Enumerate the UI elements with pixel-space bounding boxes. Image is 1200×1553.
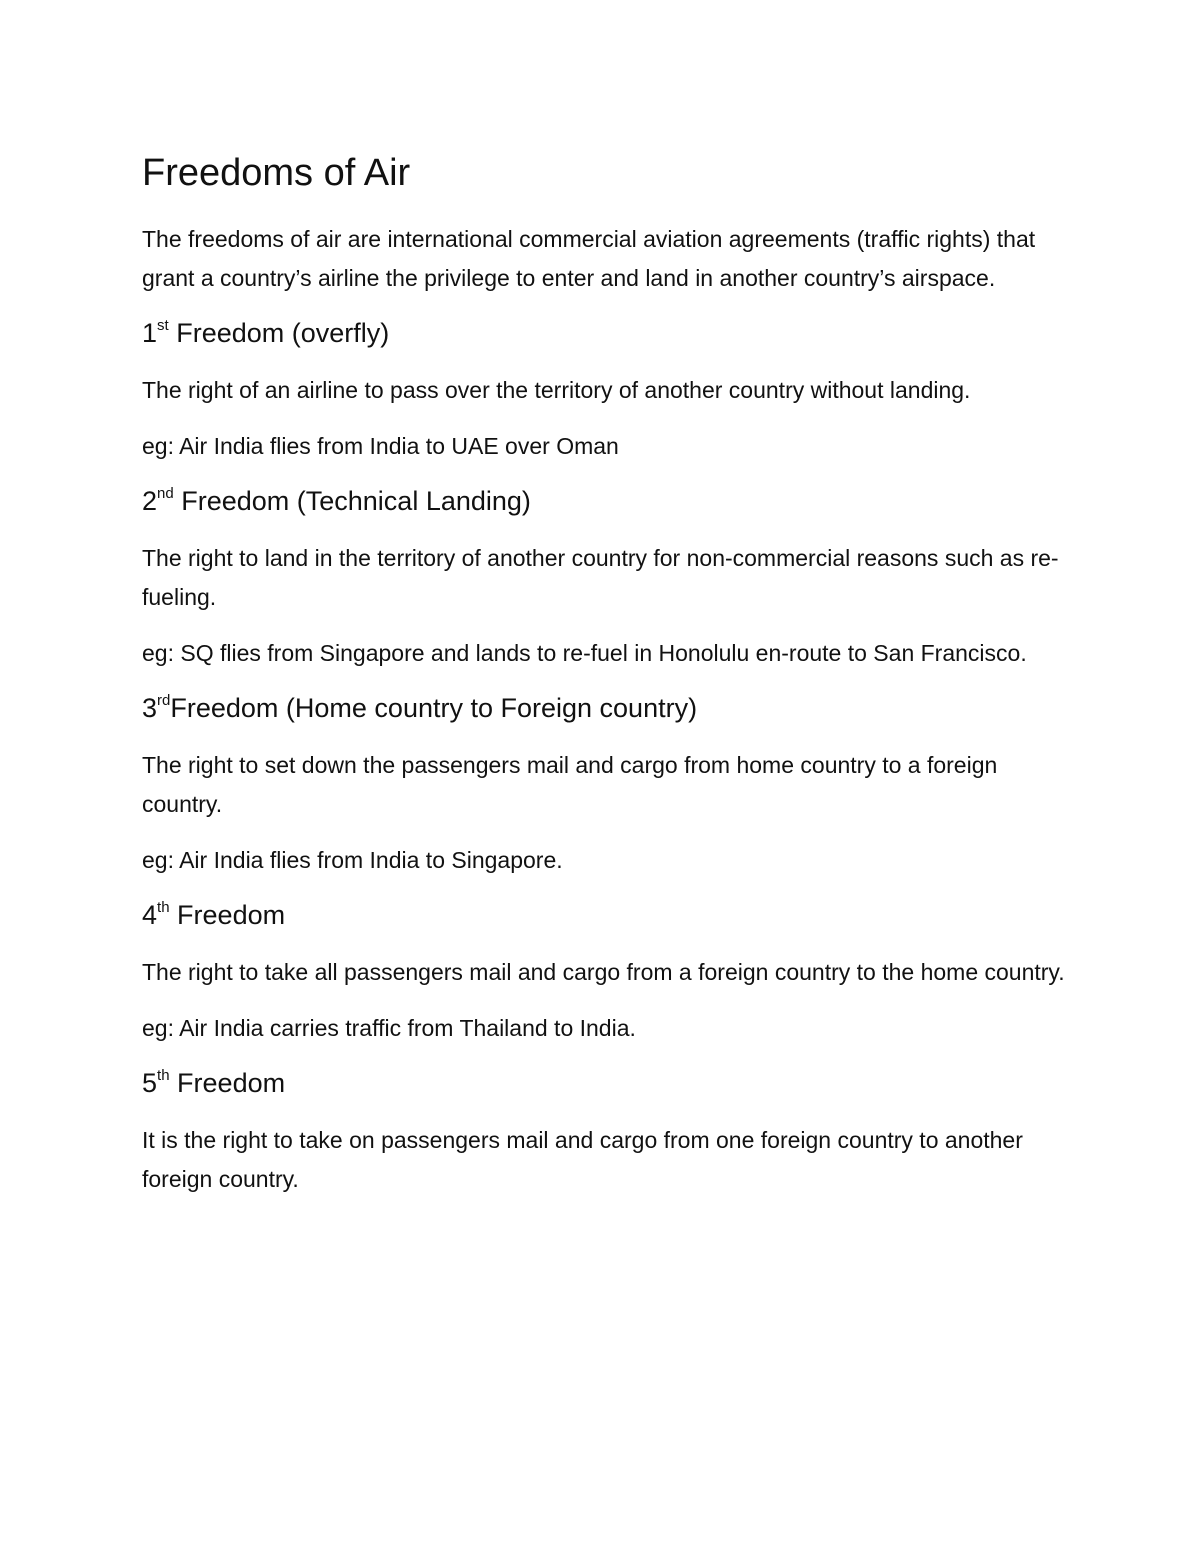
section-example-2: eg: SQ flies from Singapore and lands to re-fuel in Honolulu en-route to San Francisco. [142,640,1027,666]
section-heading-5 [142,1065,1072,1101]
section-heading-3 [142,690,1072,726]
ordinal-suffix: th [157,1067,170,1084]
ordinal-suffix: rd [157,692,171,709]
section-number: 1 [142,318,158,348]
section-example-3: eg: Air India flies from India to Singapore. [142,847,563,873]
ordinal-suffix: st [157,317,169,334]
section-number: 2 [142,486,158,516]
section-example-4: eg: Air India carries traffic from Thailand to India. [142,1015,636,1041]
section-heading-1 [142,315,1072,351]
section-number: 4 [142,900,158,930]
section-heading-4 [142,897,1072,933]
document-body [142,150,1072,1216]
section-definition-5: It is the right to take on passengers mail and cargo from one foreign country to another foreign country. [142,1127,1023,1192]
section-example-1: eg: Air India flies from India to UAE over Oman [142,433,619,459]
ordinal-suffix: th [157,899,170,916]
section-title: Freedom (Technical Landing) [173,486,531,516]
section-definition-2: The right to land in the territory of another country for non-commercial reasons such as re-fueling. [142,545,1059,610]
section-number: 3 [142,693,158,723]
section-title: Freedom [169,1068,286,1098]
section-heading-2 [142,483,1072,519]
section-definition-4: The right to take all passengers mail and cargo from a foreign country to the home country. [142,959,1065,985]
section-number: 5 [142,1068,158,1098]
section-definition-3: The right to set down the passengers mail and cargo from home country to a foreign country. [142,752,998,817]
section-title: Freedom (Home country to Foreign country) [170,693,698,723]
section-definition-1: The right of an airline to pass over the territory of another country without landing. [142,377,971,403]
section-title: Freedom (overfly) [168,318,390,348]
page-title: Freedoms of Air [142,152,411,194]
ordinal-suffix: nd [157,485,174,502]
section-title: Freedom [169,900,286,930]
intro-paragraph: The freedoms of air are international commercial aviation agreements (traffic rights) that grant a country’s airline the privilege to enter and land in another country’s airspace. [142,226,1036,291]
